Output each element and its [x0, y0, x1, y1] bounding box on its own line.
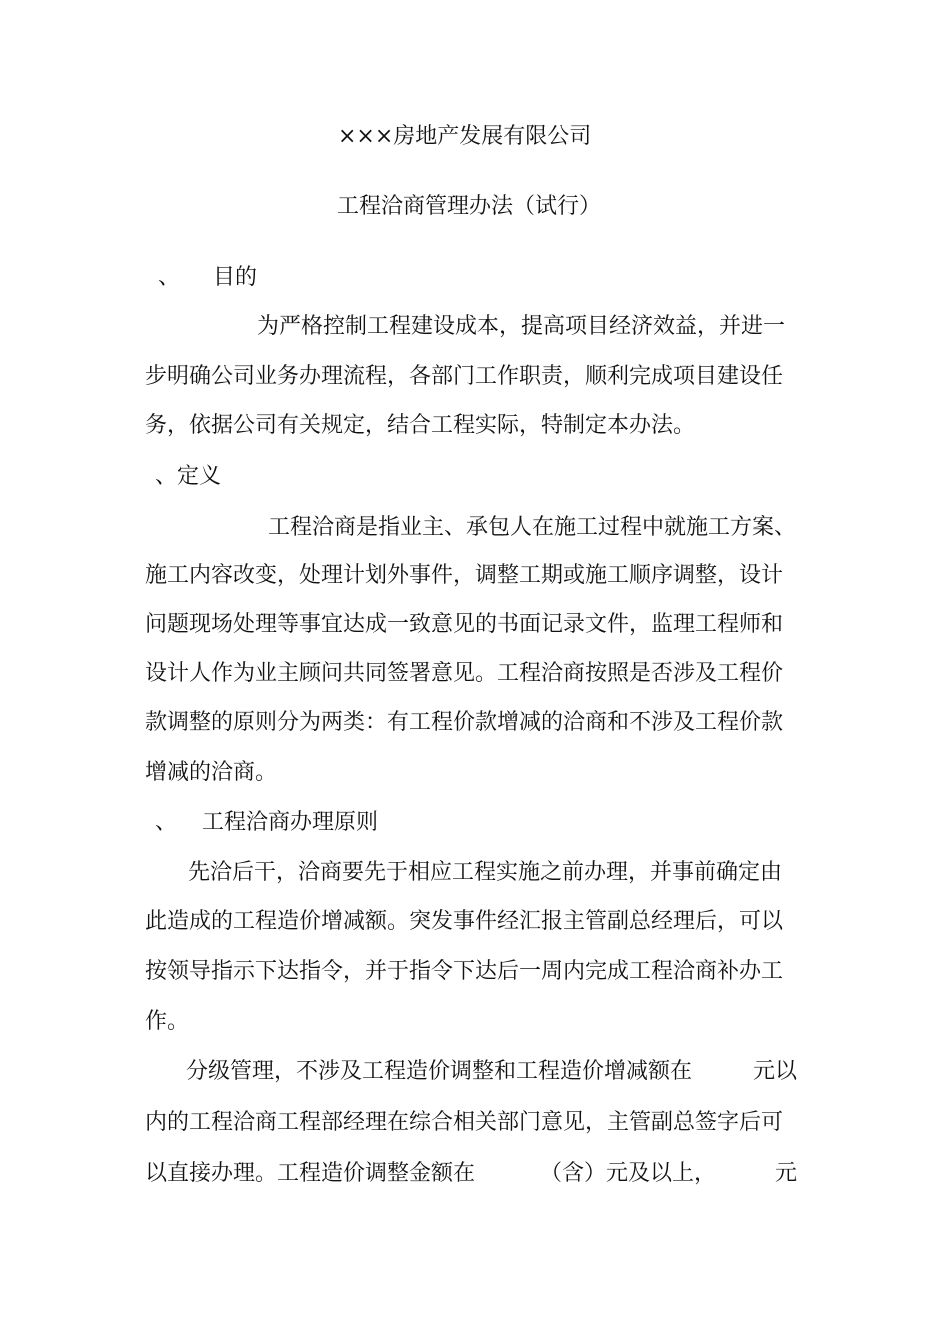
- section-1-heading: 目的: [213, 265, 258, 290]
- principle-2-line-3-text: 以直接办理。工程造价调整金额在: [145, 1161, 476, 1186]
- section-2-line-2: 施工内容改变，处理计划外事件，调整工期或施工顺序调整，设计: [145, 563, 784, 588]
- principle-2-line-1-text: 分级管理，不涉及工程造价调整和工程造价增减额在: [186, 1059, 693, 1084]
- section-2-line-3: 问题现场处理等事宜达成一致意见的书面记录文件，监理工程师和: [145, 612, 784, 637]
- section-2-line-6: 增减的洽商。: [145, 760, 278, 785]
- section-2-line-4: 设计人作为业主顾问共同签署意见。工程洽商按照是否涉及工程价: [145, 661, 784, 686]
- principle-1-line-3: 按领导指示下达指令，并于指令下达后一周内完成工程洽商补办工: [145, 959, 784, 984]
- company-name: ×××房地产发展有限公司: [338, 124, 592, 149]
- principle-1-line-1: 先洽后干，洽商要先于相应工程实施之前办理，并事前确定由: [188, 860, 783, 885]
- principle-2-line-2: 内的工程洽商工程部经理在综合相关部门意见，主管副总签字后可: [145, 1110, 784, 1135]
- principle-1-line-4: 作。: [145, 1009, 190, 1034]
- section-1-line-1: 为严格控制工程建设成本，提高项目经济效益，并进一: [257, 314, 786, 339]
- section-3-mark: 、: [155, 810, 178, 835]
- principle-1-line-2: 此造成的工程造价增减额。突发事件经汇报主管副总经理后，可以: [145, 909, 784, 934]
- principle-2-line-3-middle: （含）元及以上，: [540, 1161, 717, 1186]
- section-1-line-3: 务，依据公司有关规定，结合工程实际，特制定本办法。: [145, 413, 696, 438]
- document-title: 工程洽商管理办法（试行）: [337, 194, 602, 219]
- section-3-heading: 工程洽商办理原则: [202, 810, 379, 835]
- section-2-heading: 、定义: [155, 464, 222, 489]
- section-2-line-1: 工程洽商是指业主、承包人在施工过程中就施工方案、: [268, 515, 797, 540]
- section-2-line-5: 款调整的原则分为两类：有工程价款增减的洽商和不涉及工程价款: [145, 710, 784, 735]
- principle-2-line-3-unit: 元: [775, 1161, 798, 1186]
- section-1-mark: 、: [158, 265, 181, 290]
- principle-2-line-1-unit: 元以: [753, 1059, 798, 1084]
- section-1-line-2: 步明确公司业务办理流程，各部门工作职责，顺利完成项目建设任: [145, 364, 784, 389]
